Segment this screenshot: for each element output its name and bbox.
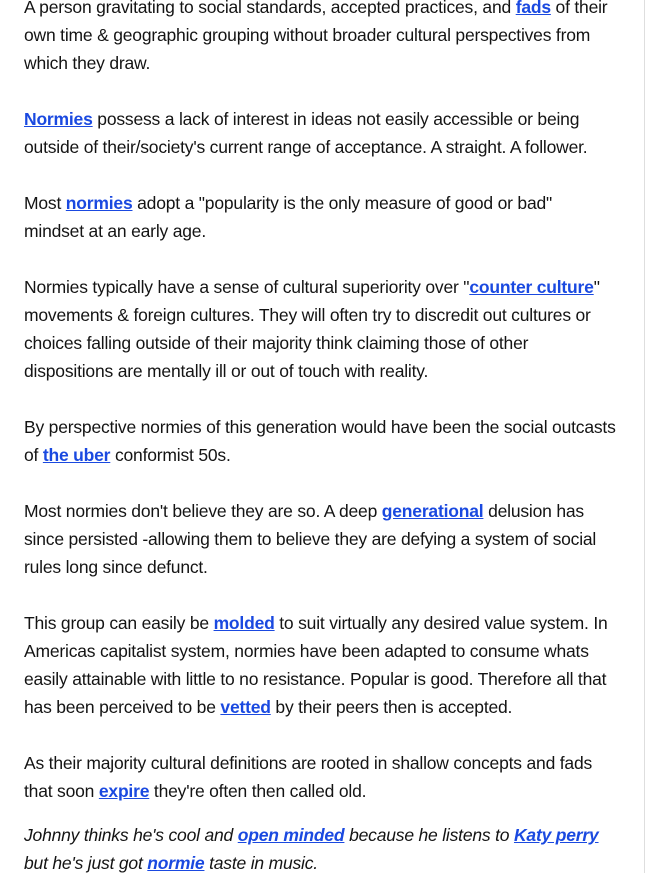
word-link[interactable]: molded [213,613,275,633]
definition-paragraph [24,609,616,721]
text-segment: Normies typically have a sense of cultural superiority over " [24,277,470,297]
text-segment: taste in music. [204,853,318,873]
example-paragraph [24,821,616,877]
definition-paragraph [24,105,616,161]
definition-paragraph [24,273,616,385]
word-link[interactable]: counter culture [469,277,594,297]
text-segment: adopt a "popularity is the only measure of good or bad" mindset at an early age. [24,193,553,241]
text-segment: " movements & foreign cultures. They will often try to discredit out cultures or choices falling outside of their majority think claiming those of other dispositions are mentally ill or out of touch with reality. [24,277,600,381]
word-link[interactable]: Katy perry [513,825,599,845]
text-segment: Most normies don't believe they are so. A deep [24,501,382,521]
word-link[interactable]: expire [98,781,150,801]
text-segment: of their own time & geographic grouping without broader cultural perspectives from which they draw. [24,0,608,73]
definition-paragraph [24,749,616,805]
definition-body [24,0,616,805]
word-link[interactable]: Normies [24,109,93,129]
text-segment: conformist 50s. [110,445,231,465]
text-segment: but he's just got [24,853,148,873]
definition-paragraph [24,189,616,245]
text-segment: Most [24,193,66,213]
word-link[interactable]: open minded [237,825,345,845]
content-right-divider [644,0,645,873]
word-link[interactable]: generational [381,501,484,521]
definition-paragraph [24,497,616,581]
text-segment: by their peers then is accepted. [270,697,513,717]
text-segment: they're often then called old. [149,781,367,801]
definition-paragraph [24,0,616,77]
text-segment: delusion has since persisted -allowing them to believe they are defying a system of social rules long since defunct. [24,501,597,577]
word-link[interactable]: fads [515,0,551,17]
text-segment: because he listens to [344,825,514,845]
text-segment: By perspective normies of this generation would have been the social outcasts of [24,417,616,465]
word-link[interactable]: normies [65,193,133,213]
text-segment: to suit virtually any desired value system. In Americas capitalist system, normies have been adapted to consume whats easily attainable with little to no resistance. Popular is good. Therefore all that has been perceived to be [24,613,608,717]
example-section [24,805,616,877]
text-segment: possess a lack of interest in ideas not easily accessible or being outside of their/society's current range of acceptance. A straight. A follower. [24,109,588,157]
text-segment: This group can easily be [24,613,214,633]
text-segment: Johnny thinks he's cool and [24,825,238,845]
text-segment: As their majority cultural definitions are rooted in shallow concepts and fads that soon [24,753,593,801]
definition-paragraph [24,413,616,469]
word-link[interactable]: vetted [220,697,271,717]
word-link[interactable]: the uber [42,445,111,465]
word-link[interactable]: normie [147,853,205,873]
definition-entry [24,0,616,877]
text-segment: A person gravitating to social standards, accepted practices, and [24,0,516,17]
